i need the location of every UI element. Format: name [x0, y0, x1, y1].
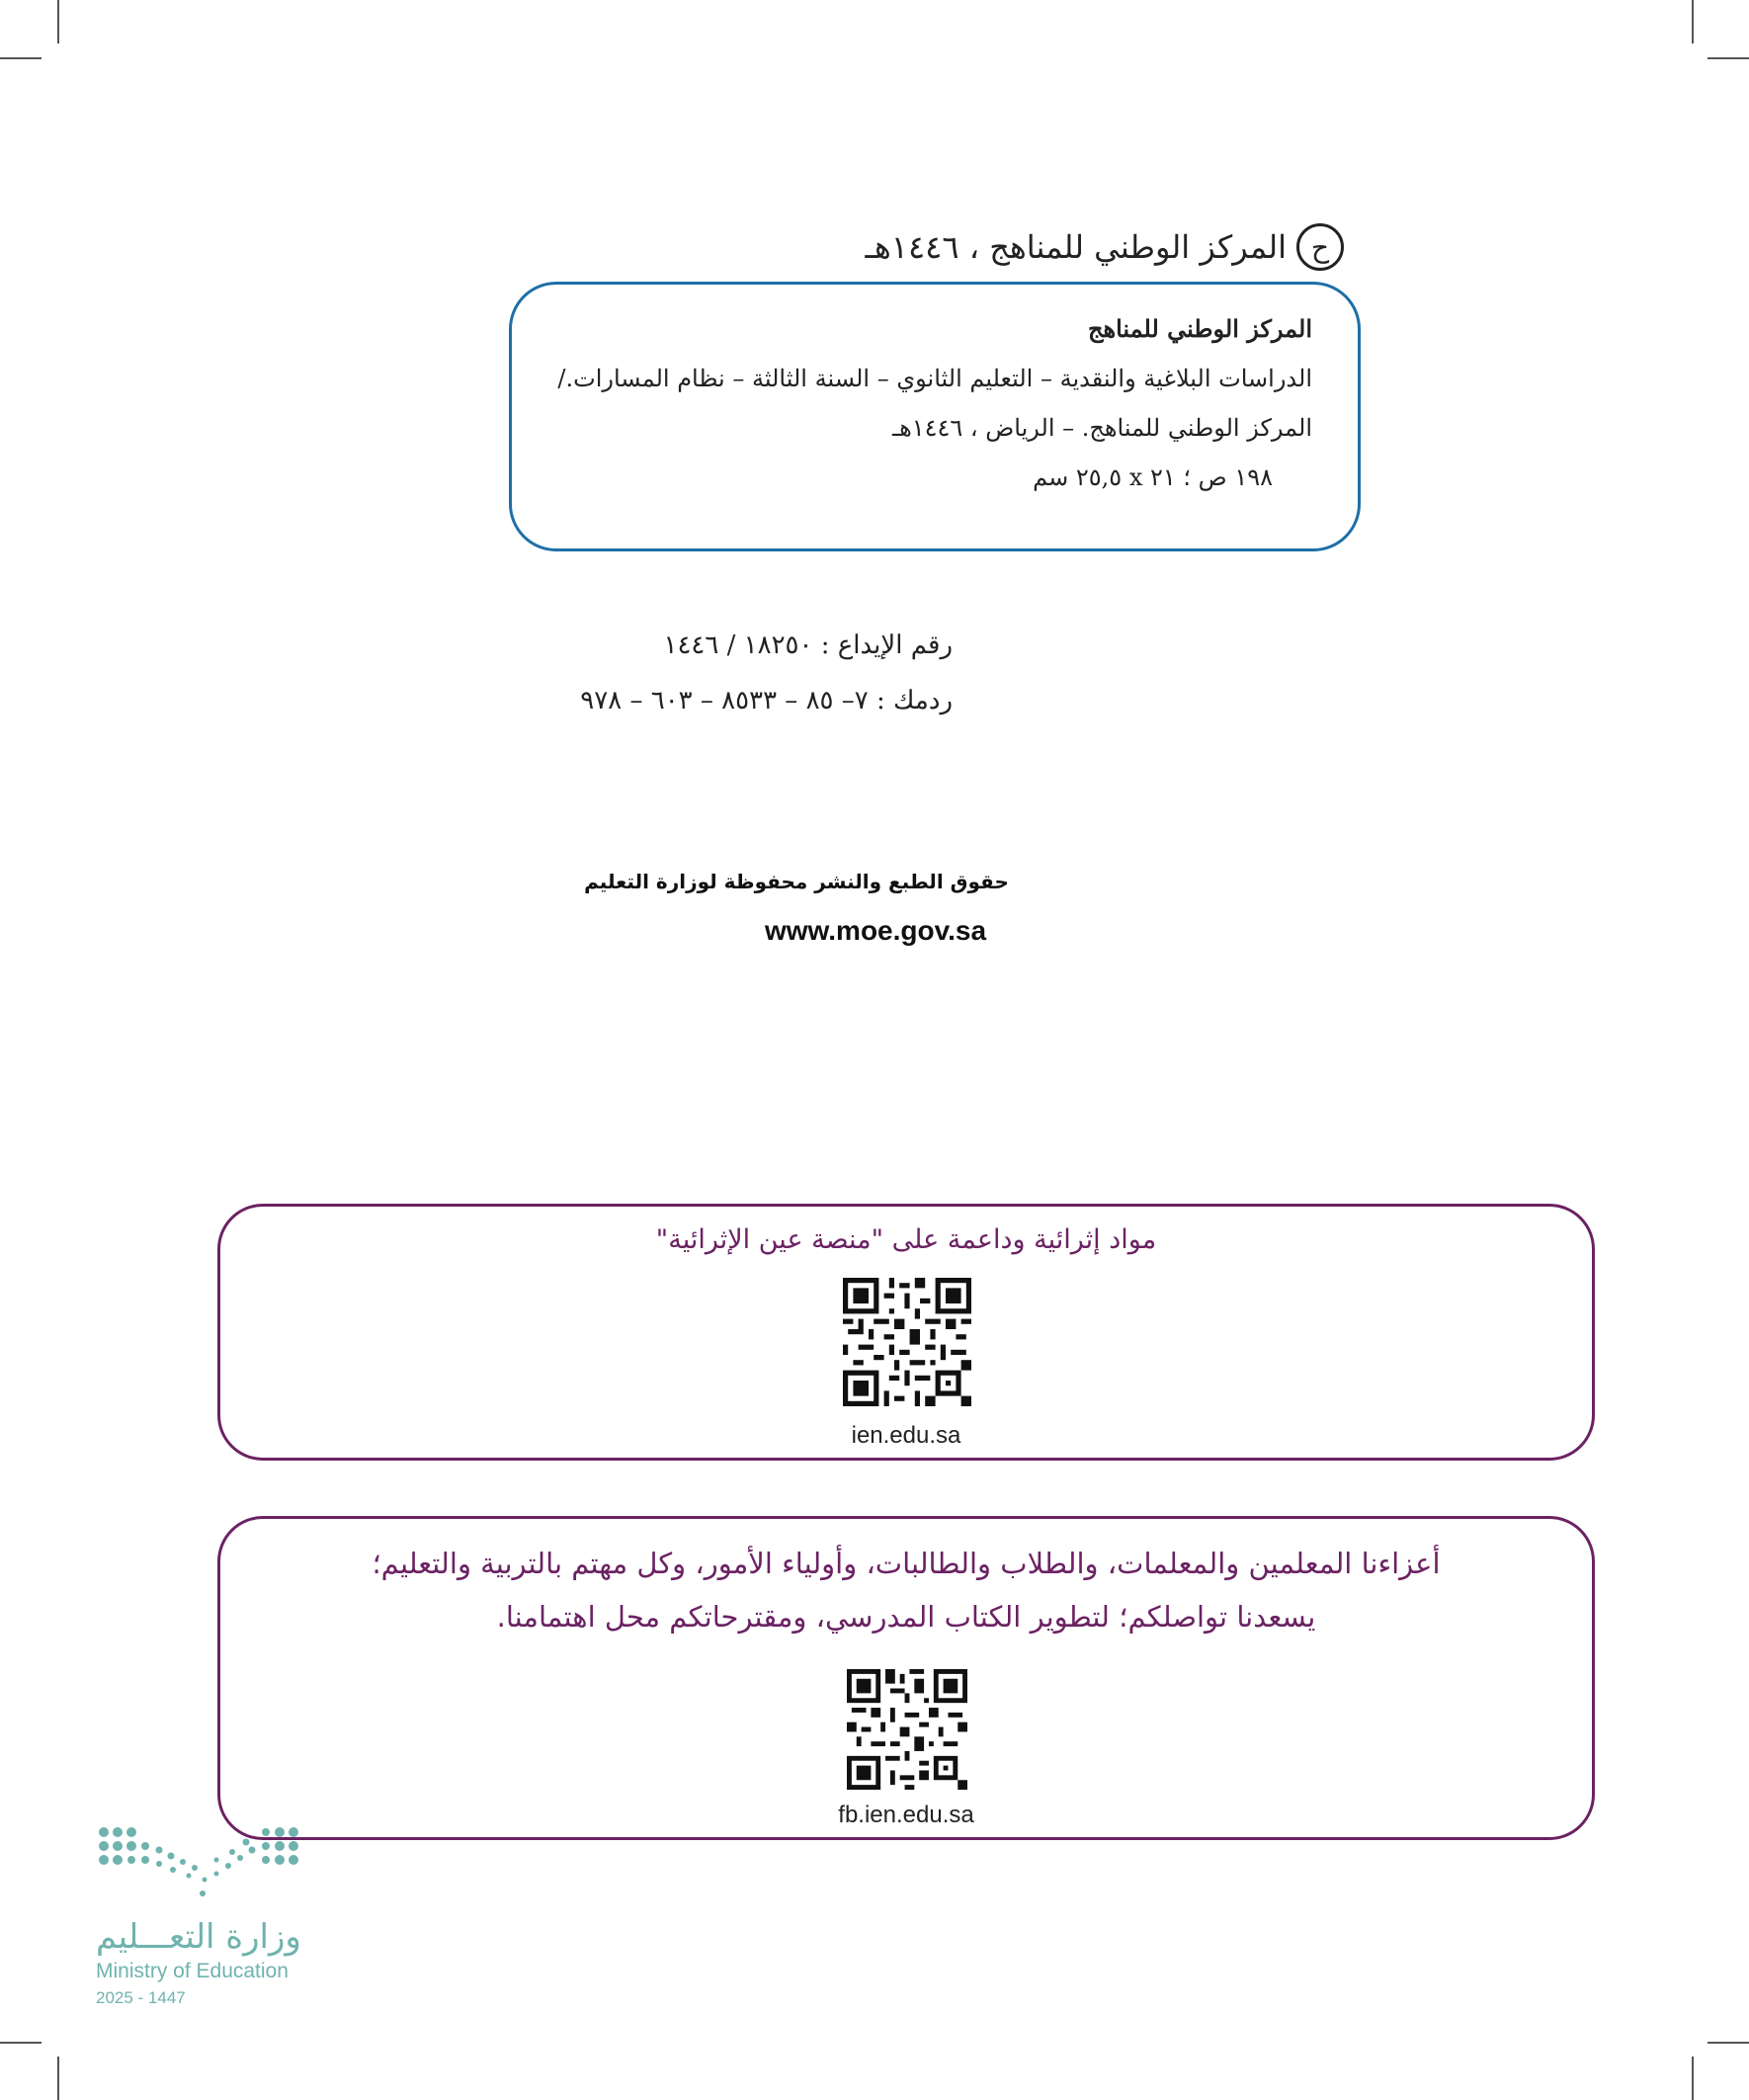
qr-code-icon[interactable] [847, 1669, 967, 1790]
qr-code-icon[interactable] [843, 1278, 971, 1406]
feedback-line: أعزاءنا المعلمين والمعلمات، والطلاب والطالبات، وأولياء الأمور، وكل مهتم بالتربية والتعليم؛ [372, 1547, 1441, 1580]
rights-notice: حقوق الطبع والنشر محفوظة لوزارة التعليم [584, 870, 1009, 893]
crop-mark [1692, 0, 1694, 43]
crop-mark [1692, 2057, 1694, 2100]
crop-mark [1707, 2042, 1749, 2044]
deposit-info [534, 618, 953, 728]
copyright-line [692, 212, 1344, 282]
crop-mark [0, 2042, 42, 2044]
crop-mark [0, 57, 42, 59]
feedback-box [217, 1516, 1595, 1840]
ministry-name-english: Ministry of Education [96, 1960, 289, 1982]
resources-box [217, 1204, 1595, 1461]
catalog-line: المركز الوطني للمناهج. – الرياض ، ١٤٤٦هـ [892, 414, 1312, 442]
feedback-url[interactable]: fb.ien.edu.sa [838, 1802, 974, 1828]
resources-heading: مواد إثرائية وداعمة على "منصة عين الإثرائية" [655, 1224, 1157, 1255]
catalog-title: المركز الوطني للمناهج [1087, 314, 1312, 343]
deposit-number: رقم الإيداع : ١٨٢٥٠ / ١٤٤٦ [663, 630, 953, 660]
catalog-line: الدراسات البلاغية والنقدية – التعليم الثانوي – السنة الثالثة – نظام المسارات./ [557, 365, 1312, 392]
edition-year: 2025 - 1447 [96, 1988, 186, 2007]
copyright-symbol: ح [1296, 223, 1344, 271]
cataloging-box [509, 282, 1361, 551]
ministry-name-arabic: وزارة التعـــليم [96, 1917, 301, 1957]
crop-mark [1707, 57, 1749, 59]
feedback-line: يسعدنا تواصلكم؛ لتطوير الكتاب المدرسي، ومقترحاتكم محل اهتمامنا. [496, 1600, 1316, 1634]
crop-mark [57, 2057, 59, 2100]
catalog-size-line: ١٩٨ ص ؛ ٢١ x ٢٥,٥ سم [1033, 463, 1273, 491]
isbn: ردمك : ٧– ٨٥ – ٨٥٣٣ – ٦٠٣ – ٩٧٨ [580, 686, 953, 715]
website-link[interactable]: www.moe.gov.sa [764, 915, 987, 946]
resources-url[interactable]: ien.edu.sa [851, 1422, 961, 1449]
crop-mark [57, 0, 59, 43]
copyright-text: المركز الوطني للمناهج ، ١٤٤٦هـ [865, 228, 1287, 266]
